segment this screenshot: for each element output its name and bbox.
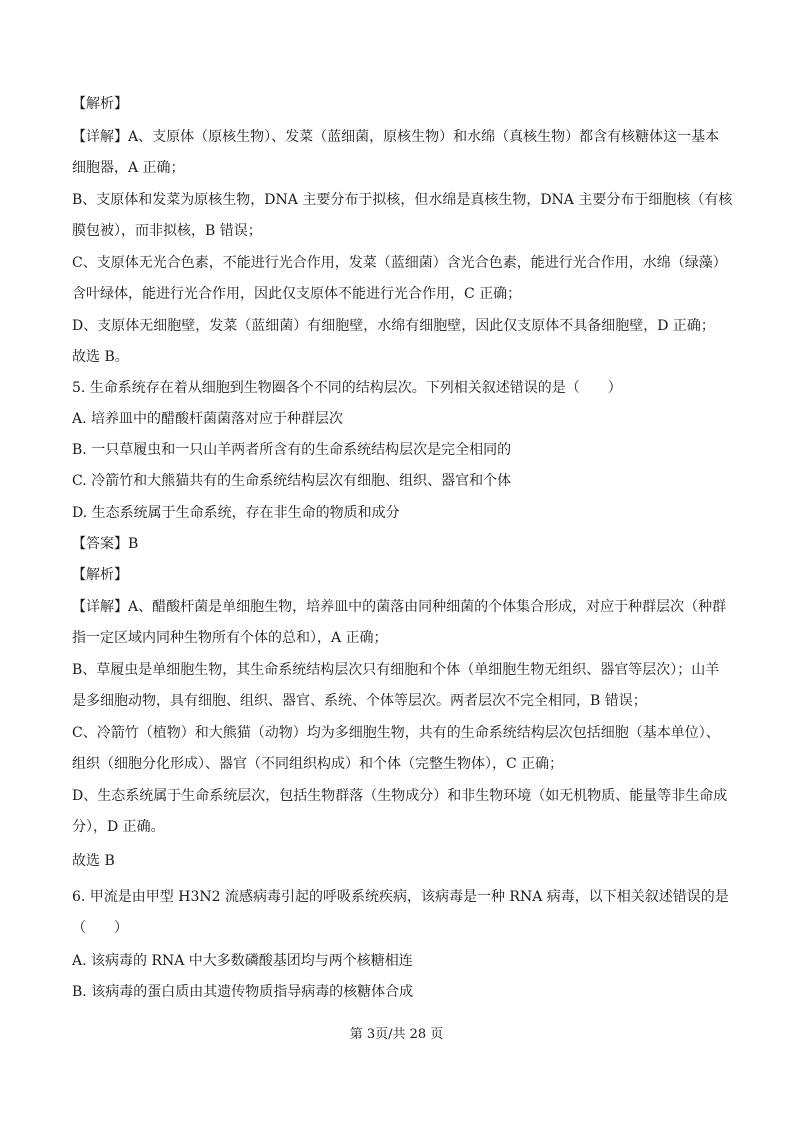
- analysis-label: 【解析】: [72, 96, 128, 112]
- detail-line: D、支原体无细胞壁，发菜（蓝细菌）有细胞壁，水绵有细胞壁，因此仅支原体不具备细胞壁，D 正确；: [72, 318, 715, 334]
- page-number: 第 3页/共 28 页: [349, 1027, 444, 1042]
- option-d: D. 生态系统属于生命系统，存在非生命的物质和成分: [72, 505, 400, 521]
- detail-line: 【详解】A、支原体（原核生物）、发菜（蓝细菌，原核生物）和水绵（真核生物）都含有核糖体这一基本: [72, 129, 720, 145]
- option-b: B. 该病毒的蛋白质由其遗传物质指导病毒的核糖体合成: [72, 984, 414, 1000]
- question-stem: 5. 生命系统存在着从细胞到生物圈各个不同的结构层次。下列相关叙述错误的是（ ）: [72, 380, 622, 396]
- question-stem-blank: （ ）: [72, 920, 128, 936]
- option-c: C. 冷箭竹和大熊猫共有的生命系统结构层次有细胞、组织、器官和个体: [72, 473, 512, 489]
- detail-line: D、生态系统属于生命系统层次，包括生物群落（生物成分）和非生物环境（如无机物质、能量等非生命成: [72, 788, 728, 804]
- analysis-label: 【解析】: [72, 567, 128, 583]
- detail-line: 指一定区域内同种生物所有个体的总和），A 正确；: [72, 630, 388, 646]
- option-a: A. 培养皿中的醋酸杆菌菌落对应于种群层次: [72, 411, 344, 427]
- answer-label: 【答案】B: [72, 536, 139, 552]
- detail-line: B、支原体和发菜为原核生物，DNA 主要分布于拟核，但水绵是真核生物，DNA 主要分布于细胞核（有核: [72, 192, 733, 208]
- detail-line: 分），D 正确。: [72, 819, 165, 835]
- detail-line: B、草履虫是单细胞生物，其生命系统结构层次只有细胞和个体（单细胞生物无组织、器官等层次）；山羊: [72, 662, 720, 678]
- detail-line: 细胞器，A 正确；: [72, 160, 185, 176]
- detail-line: 是多细胞动物，具有细胞、组织、器官、系统、个体等层次。两者层次不完全相同，B 错误；: [72, 693, 647, 709]
- detail-line: C、冷箭竹（植物）和大熊猫（动物）均为多细胞生物，共有的生命系统结构层次包括细胞（基本单位）、: [72, 725, 720, 741]
- question-stem: 6. 甲流是由甲型 H3N2 流感病毒引起的呼吸系统疾病，该病毒是一种 RNA 病毒，以下相关叙述错误的是: [72, 889, 729, 905]
- detail-line: 组织（细胞分化形成）、器官（不同组织构成）和个体（完整生物体），C 正确；: [72, 756, 564, 772]
- detail-line: C、支原体无光合色素，不能进行光合作用，发菜（蓝细菌）含光合色素，能进行光合作用，水绵（绿藻）: [72, 255, 727, 271]
- option-b: B. 一只草履虫和一只山羊两者所含有的生命系统结构层次是完全相同的: [72, 442, 512, 458]
- detail-line: 膜包被），而非拟核，B 错误；: [72, 223, 262, 239]
- detail-line: 含叶绿体，能进行光合作用，因此仅支原体不能进行光合作用，C 正确；: [72, 286, 522, 302]
- conclusion-line: 故选 B: [72, 853, 115, 869]
- conclusion-line: 故选 B。: [72, 349, 129, 365]
- detail-line: 【详解】A、醋酸杆菌是单细胞生物，培养皿中的菌落由同种细菌的个体集合形成，对应于种群层次（种群: [72, 599, 727, 615]
- option-a: A. 该病毒的 RNA 中大多数磷酸基团均与两个核糖相连: [72, 953, 413, 969]
